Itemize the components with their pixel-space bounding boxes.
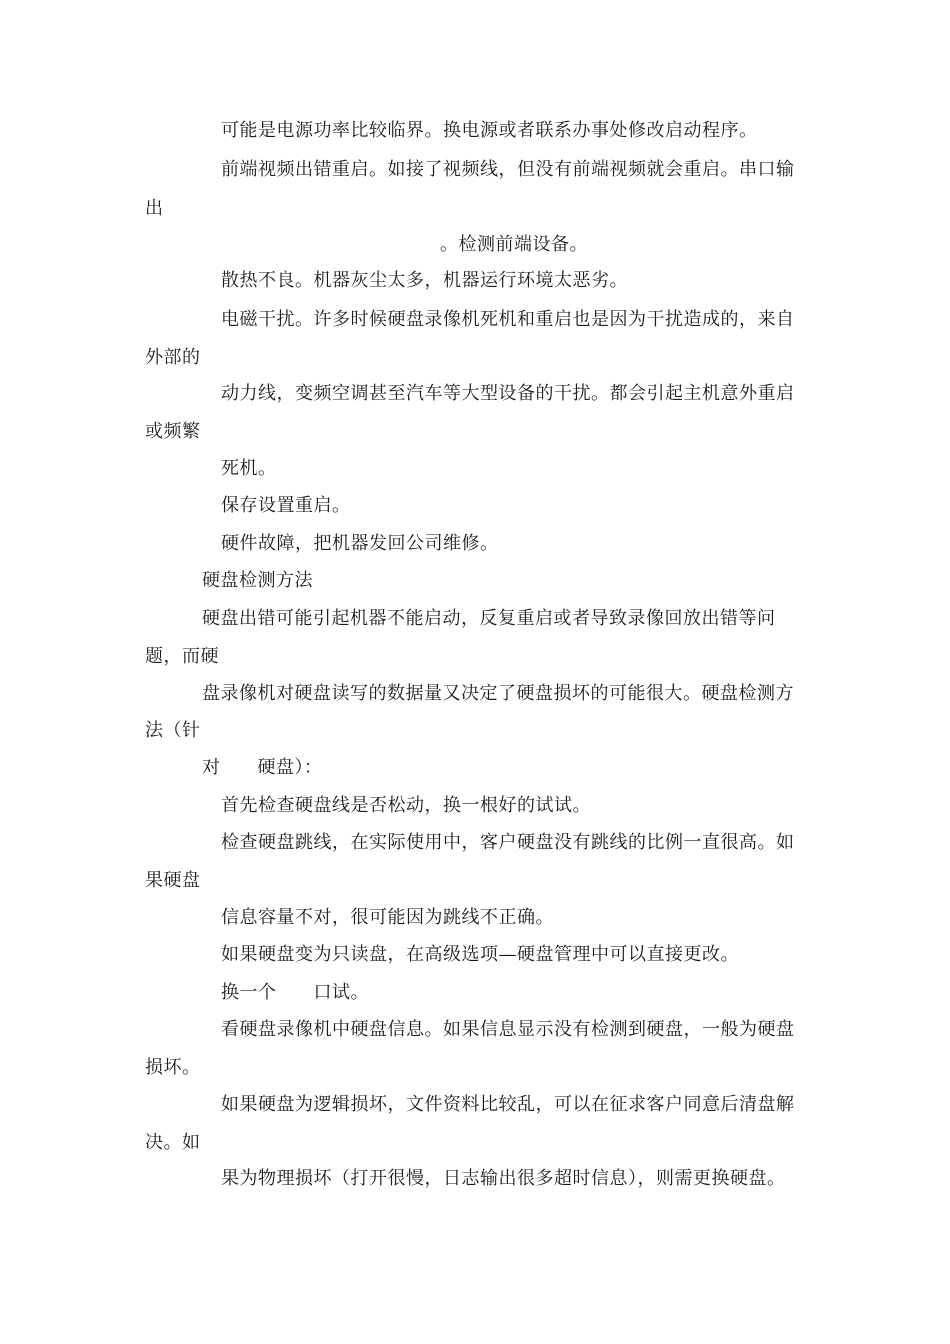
text-line: 死机。 [221, 458, 277, 479]
text-line: 信息容量不对，很可能因为跳线不正确。 [221, 907, 554, 928]
text-line: 看硬盘录像机中硬盘信息。如果信息显示没有检测到硬盘，一般为硬盘 [221, 1019, 795, 1040]
text-line: 如果硬盘变为只读盘，在高级选项—硬盘管理中可以直接更改。 [221, 944, 739, 965]
text-line: 盘录像机对硬盘读写的数据量又决定了硬盘损坏的可能很大。硬盘检测方 [202, 683, 794, 704]
text-line: 换一个 口试。 [221, 982, 369, 1003]
text-line: 动力线，变频空调甚至汽车等大型设备的干扰。都会引起主机意外重启 [221, 383, 795, 404]
text-line: 出 [145, 198, 164, 219]
text-line: 或频繁 [145, 421, 201, 442]
text-line: 前端视频出错重启。如接了视频线，但没有前端视频就会重启。串口输 [221, 159, 795, 180]
text-line: 对 硬盘）： [202, 757, 323, 778]
text-line: 果硬盘 [145, 870, 201, 891]
text-line: 决。如 [145, 1132, 201, 1153]
text-line: 外部的 [145, 347, 201, 368]
text-line: 保存设置重启。 [221, 495, 351, 516]
text-line: 首先检查硬盘线是否松动，换一根好的试试。 [221, 795, 591, 816]
text-line: 电磁干扰。许多时候硬盘录像机死机和重启也是因为干扰造成的，来自 [221, 309, 795, 330]
text-line: 硬盘出错可能引起机器不能启动，反复重启或者导致录像回放出错等问 [202, 608, 776, 629]
text-line: 损坏。 [145, 1057, 201, 1078]
text-line: 可能是电源功率比较临界。换电源或者联系办事处修改启动程序。 [221, 120, 758, 141]
text-line: 散热不良。机器灰尘太多，机器运行环境太恶劣。 [221, 270, 628, 291]
text-line: 法（针 [145, 720, 201, 741]
text-line: 硬件故障，把机器发回公司维修。 [221, 533, 499, 554]
text-line: 果为物理损坏（打开很慢，日志输出很多超时信息），则需更换硬盘。 [221, 1168, 786, 1189]
text-line: 。检测前端设备。 [440, 234, 588, 255]
text-line: 检查硬盘跳线，在实际使用中，客户硬盘没有跳线的比例一直很高。如 [221, 832, 795, 853]
section-heading: 硬盘检测方法 [202, 570, 313, 591]
text-line: 如果硬盘为逻辑损坏，文件资料比较乱，可以在征求客户同意后清盘解 [221, 1094, 795, 1115]
text-line: 题，而硬 [145, 646, 219, 667]
